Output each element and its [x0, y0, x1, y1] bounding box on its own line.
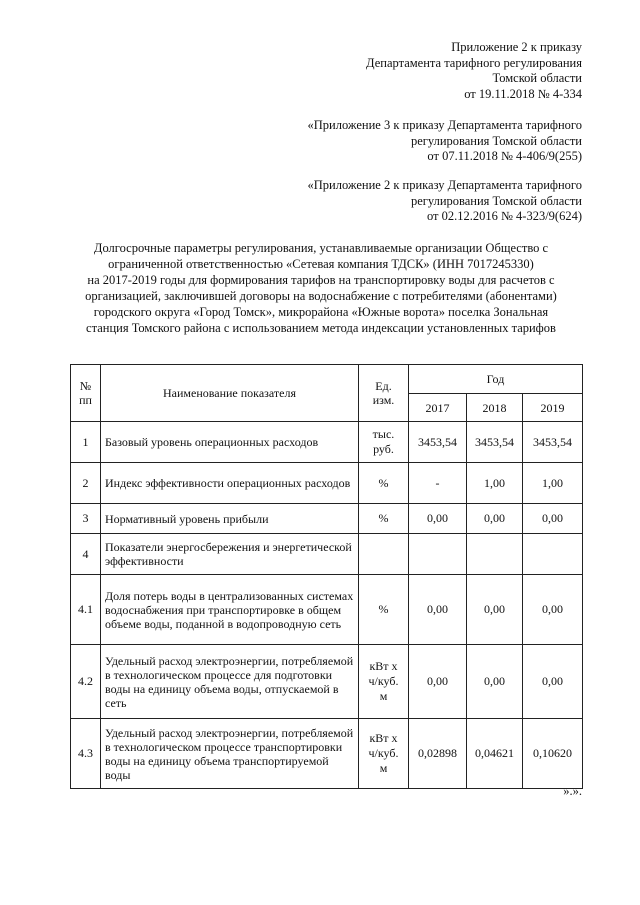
- table-row: [71, 534, 583, 575]
- title-line: организацией, заключившей договоры на водоснабжение с потребителями (абонентами): [85, 289, 557, 303]
- title-line: станция Томского района с использованием метода индексации установленных тарифов: [86, 321, 556, 335]
- approval-line: Томской области: [492, 71, 582, 85]
- row-name: Удельный расход электроэнергии, потребляемой в технологическом процессе транспортировки воды на единицу объема транспортируемой воды: [101, 719, 359, 789]
- approval-line: «Приложение 3 к приказу Департамента тарифного: [307, 118, 582, 132]
- header-year-2019: 2019: [523, 394, 583, 422]
- approval-block-2: [307, 118, 582, 165]
- row-value-2018: 3453,54: [467, 422, 523, 463]
- header-num: № пп: [71, 365, 101, 422]
- row-unit: [359, 534, 409, 575]
- row-value-2018: 0,00: [467, 645, 523, 719]
- row-value-2017: 0,02898: [409, 719, 467, 789]
- approval-line: «Приложение 2 к приказу Департамента тарифного: [307, 178, 582, 192]
- row-name: Доля потерь воды в централизованных системах водоснабжения при транспортировке в общем объеме воды, поданной в водопроводную сеть: [101, 575, 359, 645]
- row-num: 4.2: [71, 645, 101, 719]
- title-line: на 2017-2019 годы для формирования тарифов на транспортировку воды для расчетов с: [87, 273, 555, 287]
- row-name: Показатели энергосбережения и энергетической эффективности: [101, 534, 359, 575]
- row-value-2017: -: [409, 463, 467, 504]
- row-value-2017: 0,00: [409, 575, 467, 645]
- row-unit: кВт х ч/куб. м: [359, 645, 409, 719]
- row-unit: кВт х ч/куб. м: [359, 719, 409, 789]
- row-name: Базовый уровень операционных расходов: [101, 422, 359, 463]
- row-num: 4: [71, 534, 101, 575]
- row-value-2019: 1,00: [523, 463, 583, 504]
- header-year-2018: 2018: [467, 394, 523, 422]
- row-value-2018: [467, 534, 523, 575]
- closing-quote: ».».: [563, 784, 582, 798]
- row-value-2019: 0,00: [523, 575, 583, 645]
- row-name: Индекс эффективности операционных расходов: [101, 463, 359, 504]
- row-value-2018: 1,00: [467, 463, 523, 504]
- header-name: Наименование показателя: [101, 365, 359, 422]
- parameters-table: [70, 364, 583, 789]
- header-year-2017: 2017: [409, 394, 467, 422]
- row-value-2017: 0,00: [409, 645, 467, 719]
- row-value-2018: 0,00: [467, 575, 523, 645]
- table-row: [71, 575, 583, 645]
- document-title: [58, 240, 584, 336]
- row-name: Удельный расход электроэнергии, потребляемой в технологическом процессе для подготовки воды на единицу объема воды, отпускаемой в сеть: [101, 645, 359, 719]
- row-value-2019: [523, 534, 583, 575]
- approval-block-3: [307, 178, 582, 225]
- approval-line: Департамента тарифного регулирования: [366, 55, 582, 70]
- row-value-2019: 3453,54: [523, 422, 583, 463]
- table-row: [71, 504, 583, 534]
- title-line: городского округа «Город Томск», микрорайона «Южные ворота» поселка Зональная: [93, 305, 549, 319]
- row-value-2017: [409, 534, 467, 575]
- row-unit: %: [359, 575, 409, 645]
- row-value-2017: 3453,54: [409, 422, 467, 463]
- approval-line: регулирования Томской области: [410, 133, 582, 148]
- row-num: 2: [71, 463, 101, 504]
- row-unit: %: [359, 504, 409, 534]
- row-num: 1: [71, 422, 101, 463]
- title-line: ограниченной ответственностью «Сетевая компания ТДСК» (ИНН 7017245330): [108, 257, 534, 271]
- table-row: [71, 645, 583, 719]
- header-unit: Ед. изм.: [359, 365, 409, 422]
- row-value-2017: 0,00: [409, 504, 467, 534]
- row-name: Нормативный уровень прибыли: [101, 504, 359, 534]
- header-year: Год: [409, 365, 583, 394]
- table-row: [71, 719, 583, 789]
- row-num: 4.3: [71, 719, 101, 789]
- row-unit: тыс. руб.: [359, 422, 409, 463]
- approval-block-1: [366, 40, 582, 102]
- row-value-2019: 0,00: [523, 504, 583, 534]
- approval-line: от 07.11.2018 № 4-406/9(255): [427, 149, 582, 163]
- row-value-2018: 0,04621: [467, 719, 523, 789]
- approval-line: от 19.11.2018 № 4-334: [464, 86, 582, 101]
- approval-line: регулирования Томской области: [410, 193, 582, 208]
- table-row: [71, 463, 583, 504]
- row-value-2019: 0,00: [523, 645, 583, 719]
- row-value-2019: 0,10620: [523, 719, 583, 789]
- table-row: [71, 422, 583, 463]
- row-num: 4.1: [71, 575, 101, 645]
- row-unit: %: [359, 463, 409, 504]
- approval-line: Приложение 2 к приказу: [451, 40, 582, 54]
- title-line: Долгосрочные параметры регулирования, устанавливаемые организации Общество с: [93, 241, 549, 255]
- row-value-2018: 0,00: [467, 504, 523, 534]
- approval-line: от 02.12.2016 № 4-323/9(624): [426, 209, 582, 223]
- row-num: 3: [71, 504, 101, 534]
